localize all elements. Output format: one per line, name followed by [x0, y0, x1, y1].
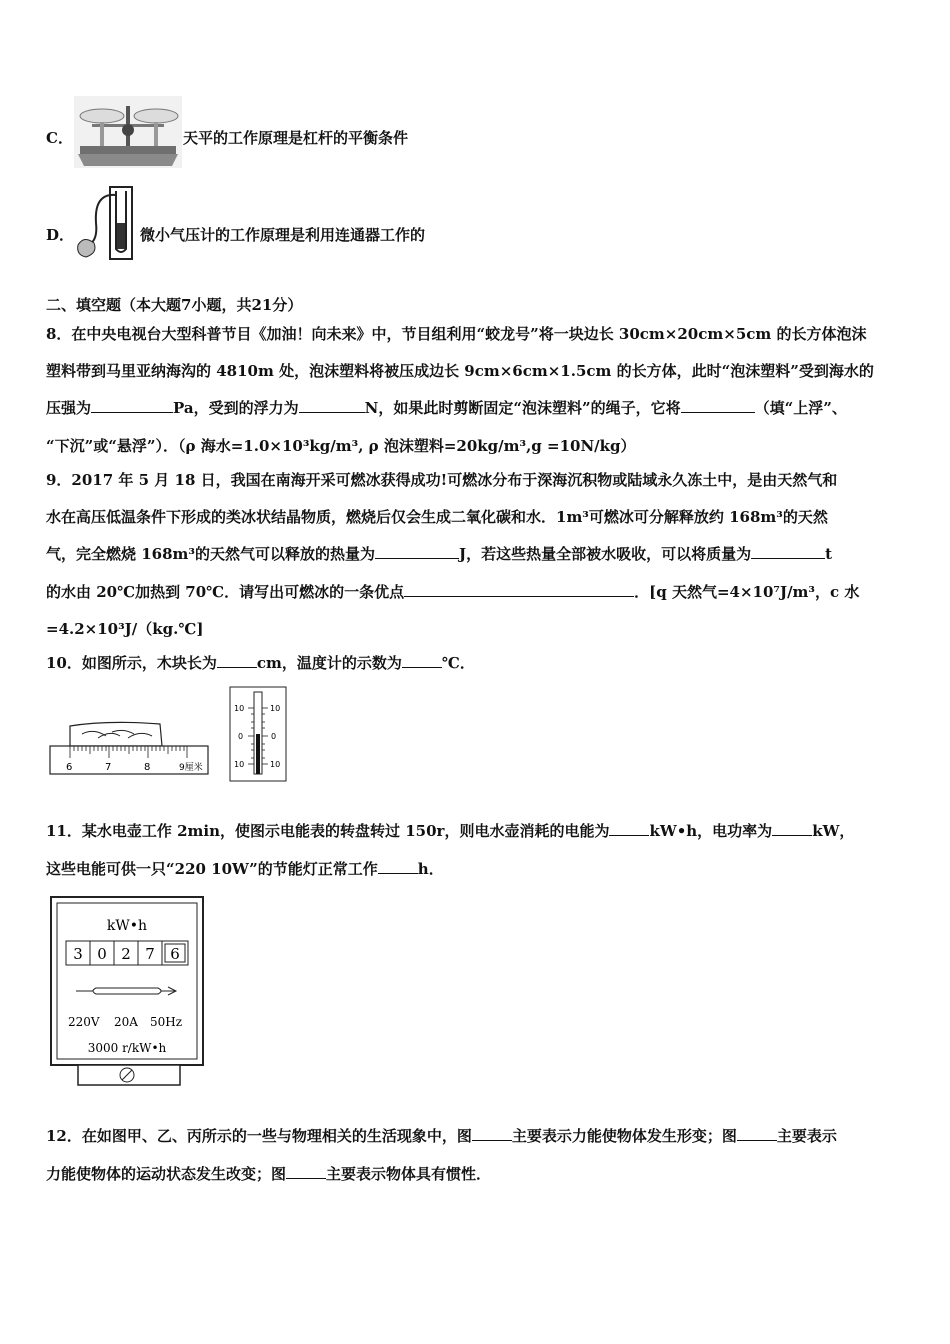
- q8-line-2: 塑料带到马里亚纳海沟的 4810m 处，泡沫塑料将被压成边长 9cm×6cm×1.5cm 的长方体，此时“泡沫塑料”受到海水的: [46, 362, 874, 380]
- thermo-left-tick-top: 10: [234, 704, 245, 713]
- ruler-tick-8: 8: [144, 762, 151, 773]
- ruler-figure: [48, 718, 212, 778]
- meter-current: 20A: [114, 1015, 138, 1029]
- q10-line-1: 10．如图所示，木块长为 cm，温度计的示数为 ℃．: [46, 654, 475, 672]
- thermo-right-tick-zero: 0: [271, 732, 277, 741]
- thermometer-figure: [229, 686, 287, 782]
- option-c-label: C．: [46, 129, 73, 147]
- q10-blank-temperature[interactable]: [402, 653, 442, 668]
- q12-line-1: 12．在如图甲、乙、丙所示的一些与物理相关的生活现象中，图 主要表示力能使物体发生形变；图 主要表示: [46, 1127, 837, 1145]
- meter-digit-3: 2: [121, 945, 131, 963]
- thermo-right-tick-top: 10: [270, 704, 281, 713]
- q9-line-1: 9．2017 年 5 月 18 日，我国在南海开采可燃冰获得成功!可燃冰分布于深海沉积物或陆域永久冻土中，是由天然气和: [46, 471, 838, 489]
- q11-blank-hours[interactable]: [378, 859, 418, 874]
- q8-blank-motion[interactable]: [681, 398, 755, 413]
- q12-blank-motion-change[interactable]: [737, 1126, 777, 1141]
- ruler-tick-7: 7: [105, 762, 112, 773]
- u-tube-manometer-icon: [74, 183, 136, 263]
- q9-line-3: 气，完全燃烧 168m³的天然气可以释放的热量为 J，若这些热量全部被水吸收，可以将质量为 t: [46, 545, 833, 563]
- q8-line-3: 压强为 Pa，受到的浮力为 N，如果此时剪断固定“泡沫塑料”的绳子，它将 （填“上浮”、: [46, 399, 847, 417]
- meter-digit-2: 0: [97, 945, 107, 963]
- q11-blank-power[interactable]: [772, 821, 812, 836]
- q11-line-2: 这些电能可供一只“220 10W”的节能灯正常工作 h．: [46, 860, 444, 878]
- meter-digit-5: 6: [170, 945, 180, 963]
- q12-blank-deformation[interactable]: [472, 1126, 512, 1141]
- balance-scale-icon: [74, 96, 182, 168]
- meter-frequency: 50Hz: [150, 1015, 183, 1029]
- option-c-text: 天平的工作原理是杠杆的平衡条件: [183, 129, 409, 147]
- section-title: 二、填空题（本大题7小题，共21分）: [46, 296, 303, 314]
- q8-blank-pressure[interactable]: [91, 398, 173, 413]
- q9-line-5: =4.2×10³J/（kg.℃]: [46, 620, 204, 638]
- q8-line-4: “下沉”或“悬浮”）．（ρ 海水=1.0×10³kg/m³, ρ 泡沫塑料=20kg/m³,g =10N/kg）: [46, 437, 636, 455]
- q9-blank-advantage[interactable]: [404, 582, 634, 597]
- meter-voltage: 220V: [68, 1015, 100, 1029]
- thermo-left-tick-zero: 0: [238, 732, 244, 741]
- q12-line-2: 力能使物体的运动状态发生改变；图 主要表示物体具有惯性．: [46, 1165, 492, 1183]
- q9-line-2: 水在高压低温条件下形成的类冰状结晶物质，燃烧后仅会生成二氧化碳和水．1m³可燃冰可分解释放约 168m³的天然: [46, 508, 828, 526]
- option-d-label: D．: [46, 226, 75, 244]
- meter-digit-4: 7: [145, 945, 155, 963]
- q8-blank-buoyancy[interactable]: [299, 398, 365, 413]
- meter-digit-1: 3: [73, 945, 83, 963]
- option-d-text: 微小气压计的工作原理是利用连通器工作的: [140, 226, 426, 244]
- q9-line-4: 的水由 20℃加热到 70℃．请写出可燃冰的一条优点 ．[q 天然气=4×10⁷J/m³，c 水: [46, 583, 860, 601]
- q11-line-1: 11．某水电壶工作 2min，使图示电能表的转盘转过 150r，则电水壶消耗的电能为 kW•h，电功率为 kW，: [46, 822, 855, 840]
- electric-meter-figure: [50, 896, 204, 1086]
- thermo-right-tick-bottom: 10: [270, 760, 281, 769]
- q9-blank-mass[interactable]: [751, 544, 825, 559]
- meter-unit: kW•h: [106, 918, 148, 934]
- ruler-tick-6: 6: [66, 762, 73, 773]
- q12-blank-inertia[interactable]: [286, 1164, 326, 1179]
- q11-blank-energy[interactable]: [609, 821, 649, 836]
- meter-constant: 3000 r/kW•h: [87, 1041, 167, 1055]
- ruler-tick-9: 9厘米: [179, 763, 203, 773]
- q9-blank-heat[interactable]: [375, 544, 459, 559]
- q10-blank-length[interactable]: [217, 653, 257, 668]
- thermo-left-tick-bottom: 10: [234, 760, 245, 769]
- q8-line-1: 8．在中央电视台大型科普节目《加油！向未来》中，节目组利用“蛟龙号”将一块边长 30cm×20cm×5cm 的长方体泡沫: [46, 325, 867, 343]
